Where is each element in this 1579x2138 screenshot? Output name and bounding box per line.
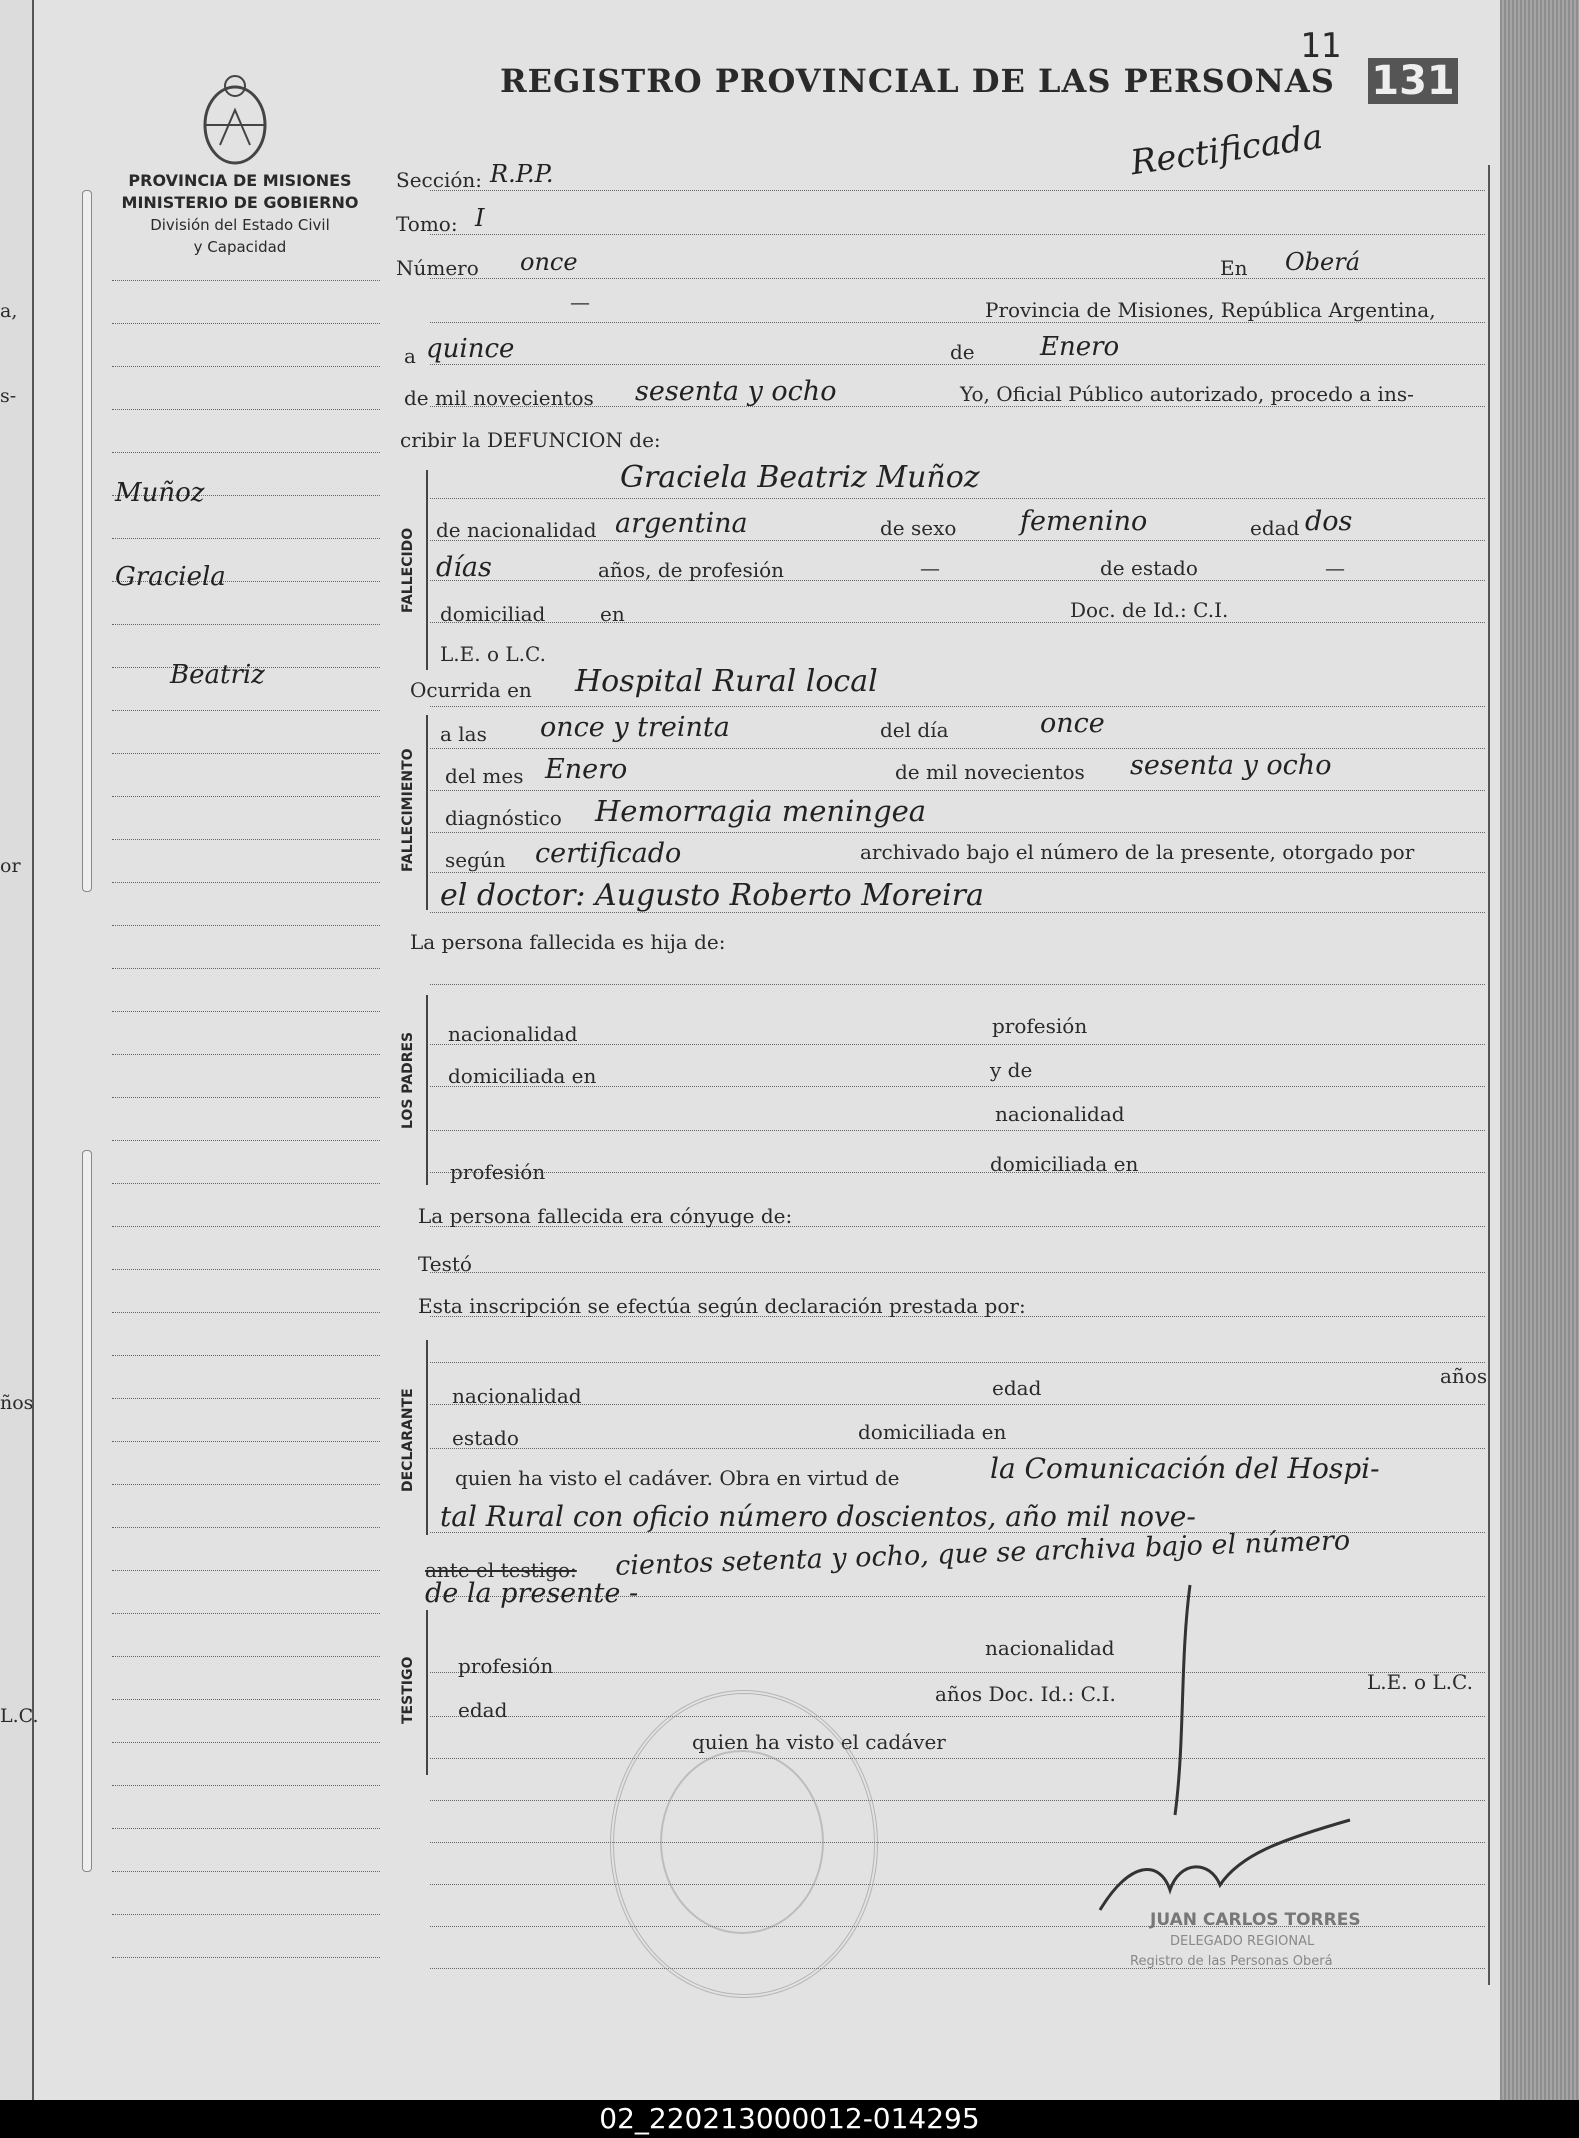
decl-handwritten-3: cientos setenta y ocho, que se archiva bajo el número bbox=[614, 1525, 1351, 1582]
a-las-label: a las bbox=[440, 722, 487, 746]
padre-yde-label: y de bbox=[990, 1058, 1033, 1082]
padre-domic-label: domiciliada en bbox=[448, 1064, 597, 1088]
dia-value: quince bbox=[426, 334, 515, 364]
stub-rule-line bbox=[112, 1742, 380, 1743]
stub-rule-line bbox=[112, 1613, 380, 1614]
stub-rule-line bbox=[112, 1097, 380, 1098]
conyuge-label: La persona fallecida era cónyuge de: bbox=[418, 1204, 793, 1228]
record-badge: 131 bbox=[1368, 58, 1458, 104]
profesion-value: — bbox=[920, 556, 940, 580]
form-rule-line bbox=[430, 1672, 1485, 1673]
declarante-side-label: DECLARANTE bbox=[400, 1388, 416, 1492]
form-rule-line bbox=[430, 622, 1485, 623]
stub-rule-line bbox=[112, 753, 380, 754]
padres-side-label: LOS PADRES bbox=[400, 1031, 416, 1129]
footer-id: 02_220213000012-014295 bbox=[0, 2100, 1579, 2138]
hija-label: La persona fallecida es hija de: bbox=[410, 930, 726, 954]
anio-fallec-value: sesenta y ocho bbox=[1130, 750, 1332, 781]
stub-rule-line bbox=[112, 925, 380, 926]
stub-rule-line bbox=[112, 280, 380, 281]
anio-label: de mil novecientos bbox=[404, 386, 594, 410]
stub-surname: Muñoz bbox=[115, 478, 205, 508]
signature-name: JUAN CARLOS TORRES bbox=[1150, 1910, 1361, 1930]
stub-rule-line bbox=[112, 1312, 380, 1313]
fallecido-bracket bbox=[426, 470, 428, 670]
stub-rule-line bbox=[112, 1441, 380, 1442]
issuer-line: División del Estado Civil bbox=[150, 216, 330, 234]
stub-rule-line bbox=[112, 1183, 380, 1184]
seccion-label: Sección: bbox=[396, 168, 482, 192]
book-binding bbox=[1500, 0, 1579, 2100]
form-rule-line bbox=[430, 1130, 1485, 1131]
stub-rule-line bbox=[112, 1570, 380, 1571]
estado-value: — bbox=[1325, 556, 1345, 580]
form-rule-line bbox=[430, 872, 1485, 873]
stub-rule-line bbox=[112, 1398, 380, 1399]
stub-secondname: Beatriz bbox=[170, 660, 265, 690]
padre-prof-label: profesión bbox=[992, 1014, 1088, 1038]
inscribir-text: cribir la DEFUNCION de: bbox=[400, 428, 661, 452]
edad-label: edad bbox=[1250, 516, 1300, 540]
madre-domic-label: domiciliada en bbox=[990, 1152, 1139, 1176]
stub-rule-line bbox=[112, 1355, 380, 1356]
form-rule-line bbox=[430, 278, 1485, 279]
doctor-value: el doctor: Augusto Roberto Moreira bbox=[440, 878, 984, 913]
stub-rule-line bbox=[112, 1785, 380, 1786]
sexo-label: de sexo bbox=[880, 516, 957, 540]
form-rule-line bbox=[430, 790, 1485, 791]
testigo-bracket bbox=[426, 1610, 428, 1775]
yo-text: Yo, Oficial Público autorizado, procedo a ins- bbox=[960, 382, 1414, 406]
sexo-value: femenino bbox=[1020, 506, 1148, 537]
form-rule-line bbox=[430, 322, 1485, 323]
form-rule-line bbox=[430, 832, 1485, 833]
issuer-line: MINISTERIO DE GOBIERNO bbox=[121, 193, 359, 212]
tomo-value: I bbox=[475, 204, 485, 232]
vertical-stroke-mark bbox=[1160, 1580, 1220, 1820]
stub-rule-line bbox=[112, 1140, 380, 1141]
provincia-text: Provincia de Misiones, República Argentina, bbox=[985, 298, 1436, 322]
form-rule-line bbox=[430, 1404, 1485, 1405]
page-title: REGISTRO PROVINCIAL DE LAS PERSONAS bbox=[500, 62, 1335, 100]
stub-rule-line bbox=[112, 366, 380, 367]
testigo-side-label: TESTIGO bbox=[400, 1656, 416, 1724]
mil-label: de mil novecientos bbox=[895, 760, 1085, 784]
archivado-text: archivado bajo el número de la presente, otorgado por bbox=[860, 840, 1415, 864]
madre-nac-label: nacionalidad bbox=[995, 1102, 1125, 1126]
stub-frag: s- bbox=[0, 385, 17, 407]
form-rule-line bbox=[430, 364, 1485, 365]
dash: — bbox=[570, 290, 590, 314]
fallecimiento-bracket bbox=[426, 715, 428, 910]
stub-rule-line bbox=[112, 1871, 380, 1872]
segun-label: según bbox=[445, 848, 506, 872]
decl-domic-label: domiciliada en bbox=[858, 1420, 1007, 1444]
binding-thread bbox=[82, 190, 92, 892]
stub-rule-line bbox=[112, 1527, 380, 1528]
form-rule-line bbox=[430, 1448, 1485, 1449]
form-rule-line bbox=[430, 984, 1485, 985]
en-label: En bbox=[1220, 256, 1248, 280]
form-frame bbox=[1488, 165, 1490, 1985]
mes-value: Enero bbox=[1040, 332, 1120, 362]
declarante-bracket bbox=[426, 1340, 428, 1535]
padre-nac-label: nacionalidad bbox=[448, 1022, 578, 1046]
decl-handwritten-2: tal Rural con oficio número doscientos, año mil nove- bbox=[440, 1500, 1196, 1533]
annotation-rectificada: Rectificada bbox=[1128, 116, 1326, 184]
stub-rule-line bbox=[112, 839, 380, 840]
le-label: L.E. o L.C. bbox=[440, 642, 546, 666]
del-mes-label: del mes bbox=[445, 764, 524, 788]
decl-edad-label: edad bbox=[992, 1376, 1042, 1400]
ante-testigo-label: ante el testigo: bbox=[425, 1558, 577, 1582]
testo-label: Testó bbox=[418, 1252, 472, 1276]
nacionalidad-value: argentina bbox=[615, 508, 748, 539]
testigo-anios-label: años Doc. Id.: C.I. bbox=[935, 1682, 1116, 1706]
stub-rule-line bbox=[112, 624, 380, 625]
testigo-quien-label: quien ha visto el cadáver bbox=[692, 1730, 946, 1754]
stub-rule-line bbox=[112, 1011, 380, 1012]
seccion-value: R.P.P. bbox=[490, 160, 554, 188]
testigo-nac-label: nacionalidad bbox=[985, 1636, 1115, 1660]
dia-fallec-value: once bbox=[1040, 708, 1105, 739]
coat-of-arms-icon bbox=[190, 70, 280, 170]
page-number: 11 bbox=[1300, 26, 1341, 66]
form-rule-line bbox=[430, 748, 1485, 749]
stub-rule-line bbox=[112, 1226, 380, 1227]
decl-handwritten-4: de la presente - bbox=[425, 1578, 639, 1609]
stub-frag: a, bbox=[0, 300, 18, 322]
madre-prof-label: profesión bbox=[450, 1160, 546, 1184]
form-rule-line bbox=[430, 498, 1485, 499]
stub-rule-line bbox=[112, 538, 380, 539]
stub-rule-line bbox=[112, 1054, 380, 1055]
estado-label: de estado bbox=[1100, 556, 1198, 580]
de-label: de bbox=[950, 340, 975, 364]
domic-en-label: en bbox=[600, 602, 625, 626]
stub-rule-line bbox=[112, 323, 380, 324]
decl-quien-label: quien ha visto el cadáver. Obra en virtud de bbox=[455, 1466, 900, 1490]
numero-value: once bbox=[520, 248, 578, 276]
issuer-line: y Capacidad bbox=[193, 238, 287, 256]
testigo-edad-label: edad bbox=[458, 1698, 508, 1722]
del-dia-label: del día bbox=[880, 718, 949, 742]
stub-rule-line bbox=[112, 796, 380, 797]
decl-nac-label: nacionalidad bbox=[452, 1384, 582, 1408]
official-stamp-inner bbox=[660, 1750, 824, 1934]
stub-rule-line bbox=[112, 1484, 380, 1485]
stub-rule-line bbox=[112, 452, 380, 453]
edad-value: dos bbox=[1305, 506, 1353, 537]
stub-rule-line bbox=[112, 409, 380, 410]
padres-bracket bbox=[426, 995, 428, 1185]
form-rule-line bbox=[430, 1716, 1485, 1717]
stub-frag: or bbox=[0, 855, 21, 877]
binding-thread bbox=[82, 1150, 92, 1872]
signature-role: DELEGADO REGIONAL bbox=[1170, 1934, 1315, 1949]
tomo-label: Tomo: bbox=[396, 212, 458, 236]
ocurrida-value: Hospital Rural local bbox=[575, 664, 878, 699]
stub-rule-line bbox=[112, 1699, 380, 1700]
form-rule-line bbox=[430, 1758, 1485, 1759]
declaracion-text: Esta inscripción se efectúa según declaración prestada por: bbox=[418, 1294, 1026, 1318]
signature-office: Registro de las Personas Oberá bbox=[1130, 1954, 1333, 1969]
diag-label: diagnóstico bbox=[445, 806, 562, 830]
nac-label: de nacionalidad bbox=[436, 518, 597, 542]
issuer-line: PROVINCIA DE MISIONES bbox=[128, 171, 352, 190]
decl-anios-label: años bbox=[1440, 1364, 1488, 1388]
hora-value: once y treinta bbox=[540, 712, 730, 743]
testigo-prof-label: profesión bbox=[458, 1654, 554, 1678]
numero-label: Número bbox=[396, 256, 479, 280]
form-rule-line bbox=[430, 190, 1485, 191]
fallecimiento-side-label: FALLECIMIENTO bbox=[400, 748, 416, 872]
anio-value: sesenta y ocho bbox=[635, 376, 837, 407]
domic-label: domiciliad bbox=[440, 602, 546, 626]
decl-handwritten-1: la Comunicación del Hospi- bbox=[990, 1452, 1380, 1485]
form-rule-line bbox=[430, 1362, 1485, 1363]
a-label: a bbox=[404, 344, 416, 368]
stub-rule-line bbox=[112, 710, 380, 711]
ocurrida-label: Ocurrida en bbox=[410, 678, 532, 702]
diagnostico-value: Hemorragia meningea bbox=[595, 794, 927, 828]
stub-rule-line bbox=[112, 1957, 380, 1958]
stub-rule-line bbox=[112, 968, 380, 969]
stub-rule-line bbox=[112, 882, 380, 883]
form-rule-line bbox=[430, 706, 1485, 707]
left-stub-edge bbox=[0, 0, 39, 2100]
stub-frag: L.C. bbox=[0, 1705, 39, 1727]
stub-rule-line bbox=[112, 1828, 380, 1829]
dias-value: días bbox=[436, 552, 492, 583]
stub-frag: ños bbox=[0, 1392, 34, 1414]
decl-estado-label: estado bbox=[452, 1426, 519, 1450]
stub-firstname: Graciela bbox=[115, 562, 226, 592]
stub-rule-line bbox=[112, 1656, 380, 1657]
segun-value: certificado bbox=[535, 838, 682, 869]
fallecido-name: Graciela Beatriz Muñoz bbox=[620, 460, 980, 495]
en-value: Oberá bbox=[1285, 248, 1361, 276]
form-rule-line bbox=[430, 1044, 1485, 1045]
mes-fallec-value: Enero bbox=[545, 754, 628, 785]
anios-prof-label: años, de profesión bbox=[598, 558, 785, 582]
doc-label: Doc. de Id.: C.I. bbox=[1070, 598, 1229, 622]
form-rule-line bbox=[430, 234, 1485, 235]
form-rule-line bbox=[430, 1172, 1485, 1173]
testigo-le-label: L.E. o L.C. bbox=[1367, 1670, 1473, 1694]
stub-rule-line bbox=[112, 1269, 380, 1270]
form-rule-line bbox=[430, 580, 1485, 581]
fallecido-side-label: FALLECIDO bbox=[400, 527, 416, 613]
form-rule-line bbox=[430, 1272, 1485, 1273]
issuer-block bbox=[100, 170, 380, 258]
stub-rule-line bbox=[112, 1914, 380, 1915]
